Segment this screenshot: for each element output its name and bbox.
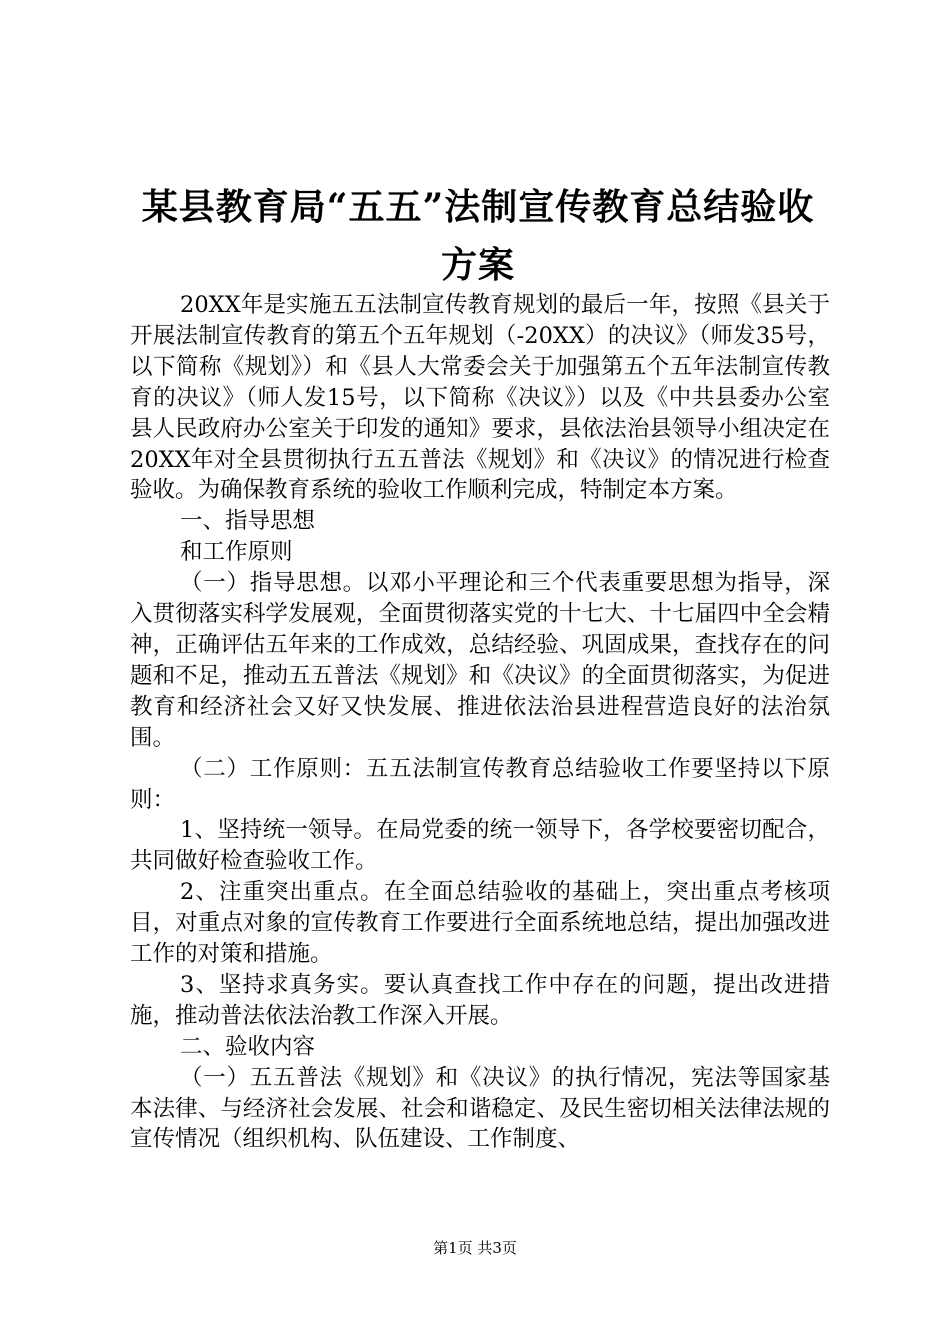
paragraph-intro: 20XX年是实施五五法制宣传教育规划的最后一年，按照《县关于开展法制宣传教育的第五个五年规划（-20XX）的决议》（师发35号，以下简称《规划》）和《县人大常委会关于加强第五个五年法制宣传教育的决议》（师人发15号，以下简称《决议》）以及《中共县委办公室县人民政府办公室关于印发的通知》要求，县依法治县领导小组决定在20XX年对全县贯彻执行五五普法《规划》和《决议》的情况进行检查验收。为确保教育系统的验收工作顺利完成，特制定本方案。: [130, 292, 830, 504]
document-title: 某县教育局“五五”法制宣传教育总结验收方案: [141, 186, 815, 286]
page-footer: 第1页 共3页: [433, 1239, 517, 1257]
paragraph-acceptance-content-1: （一）五五普法《规划》和《决议》的执行情况，宪法等国家基本法律、与经济社会发展、社会和谐稳定、及民生密切相关法律法规的宣传情况（组织机构、队伍建设、工作制度、: [130, 1064, 830, 1153]
paragraph-principle-1: 1、坚持统一领导。在局党委的统一领导下，各学校要密切配合，共同做好检查验收工作。: [130, 817, 830, 875]
heading-acceptance-content: 二、验收内容: [180, 1033, 316, 1060]
paragraph-work-principles: （二）工作原则：五五法制宣传教育总结验收工作要坚持以下原则：: [130, 755, 830, 813]
heading-guiding-thought: 一、指导思想: [180, 508, 316, 535]
heading-work-principles: 和工作原则: [180, 539, 293, 566]
paragraph-guiding-thought: （一）指导思想。以邓小平理论和三个代表重要思想为指导，深入贯彻落实科学发展观，全面贯彻落实党的十七大、十七届四中全会精神，正确评估五年来的工作成效，总结经验、巩固成果，查找存在的问题和不足，推动五五普法《规划》和《决议》的全面贯彻落实，为促进教育和经济社会又好又快发展、推进依法治县进程营造良好的法治氛围。: [130, 570, 830, 751]
document-body: [130, 290, 830, 1155]
paragraph-principle-3: 3、坚持求真务实。要认真查找工作中存在的问题，提出改进措施，推动普法依法治教工作深入开展。: [130, 971, 830, 1029]
paragraph-principle-2: 2、注重突出重点。在全面总结验收的基础上，突出重点考核项目，对重点对象的宣传教育工作要进行全面系统地总结，提出加强改进工作的对策和措施。: [130, 879, 830, 968]
